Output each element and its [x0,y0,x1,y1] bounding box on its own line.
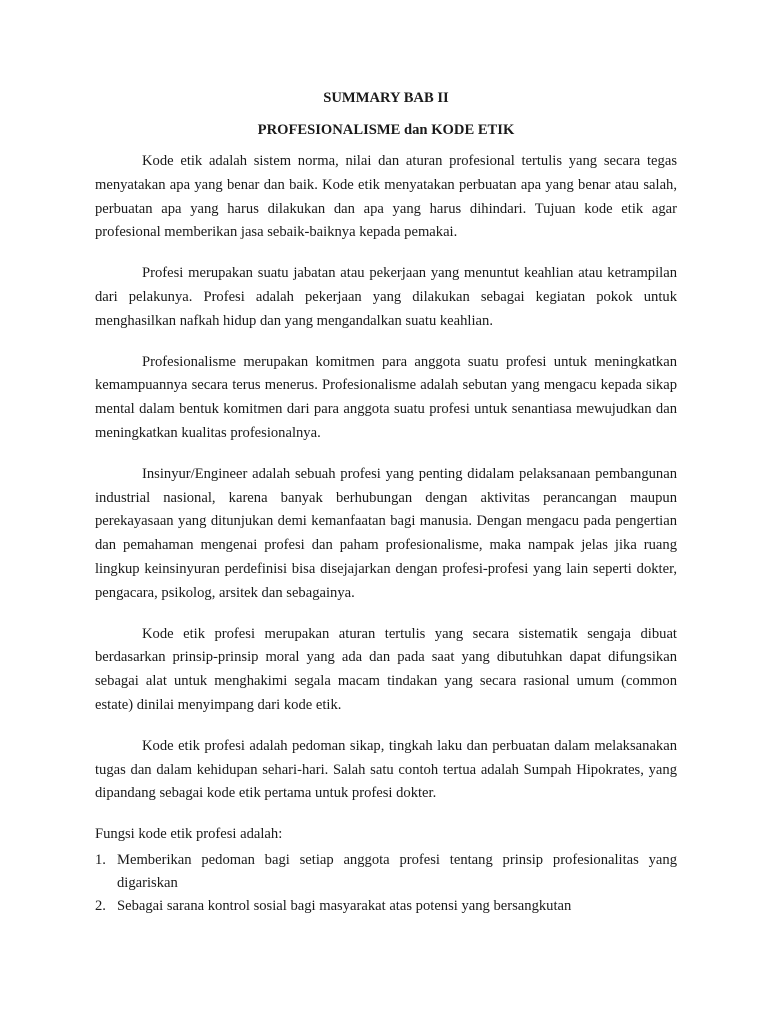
list-item [95,849,677,895]
list-item-text: Sebagai sarana kontrol sosial bagi masyarakat atas potensi yang bersangkutan [117,897,572,914]
paragraph-profesionalisme: Profesionalisme merupakan komitmen para anggota suatu profesi untuk meningkatkan kemampuannya secara terus menerus. Profesionalisme adalah sebutan yang mengacu kepada sikap mental dalam bentuk komitmen dari para anggota suatu profesi untuk senantiasa mewujudkan dan meningkatkan kualitas profesionalnya. [95,353,677,441]
list-item-text: Memberikan pedoman bagi setiap anggota profesi tentang prinsip profesionalitas yang digariskan [117,851,677,891]
paragraph-pedoman-sikap: Kode etik profesi adalah pedoman sikap, tingkah laku dan perbuatan dalam melaksanakan tugas dan dalam kehidupan sehari-hari. Salah satu contoh tertua adalah Sumpah Hipokrates, yang dipandang sebagai kode etik pertama untuk profesi dokter. [95,737,677,802]
document-title: SUMMARY BAB II [323,90,449,106]
list-item [95,895,677,918]
paragraph-profesi: Profesi merupakan suatu jabatan atau pekerjaan yang menuntut keahlian atau ketrampilan dari pelakunya. Profesi adalah pekerjaan yang dilakukan sebagai kegiatan pokok untuk menghasilkan nafkah hidup dan yang mengandalkan suatu keahlian. [95,265,677,329]
list-item-number: 2. [95,897,106,914]
paragraph-kode-etik: Kode etik adalah sistem norma, nilai dan aturan profesional tertulis yang secara tegas menyatakan apa yang benar dan baik. Kode etik menyatakan perbuatan apa yang benar atau salah, perbuatan apa yang harus dilakukan dan apa yang harus dihindari. Tujuan kode etik agar profesional memberikan jasa sebaik-baiknya kepada pemakai. [95,153,677,241]
paragraph-kode-etik-profesi: Kode etik profesi merupakan aturan tertulis yang secara sistematik sengaja dibuat berdasarkan prinsip-prinsip moral yang ada dan pada saat yang dibutuhkan dapat difungsikan sebagai alat untuk menghakimi segala macam tindakan yang secara rasional umum (common estate) dinilai menyimpang dari kode etik. [95,625,677,713]
paragraph-insinyur: Insinyur/Engineer adalah sebuah profesi yang penting didalam pelaksanaan pembangunan industrial nasional, karena banyak berhubungan dengan aktivitas perancangan maupun perekayasaan yang ditunjukan demi kemanfaatan bagi manusia. Dengan mengacu pada pengertian dan pemahaman mengenai profesi dan paham profesionalisme, maka nampak jelas jika ruang lingkup keinsinyuran perdefinisi bisa disejajarkan dengan profesi-profesi yang lain seperti dokter, pengacara, psikolog, arsitek dan sebagainya. [95,465,677,601]
fungsi-list [95,849,677,918]
list-item-number: 1. [95,851,106,868]
document-subtitle: PROFESIONALISME dan KODE ETIK [257,122,515,138]
fungsi-heading: Fungsi kode etik profesi adalah: [95,826,283,843]
document-page [95,88,677,918]
